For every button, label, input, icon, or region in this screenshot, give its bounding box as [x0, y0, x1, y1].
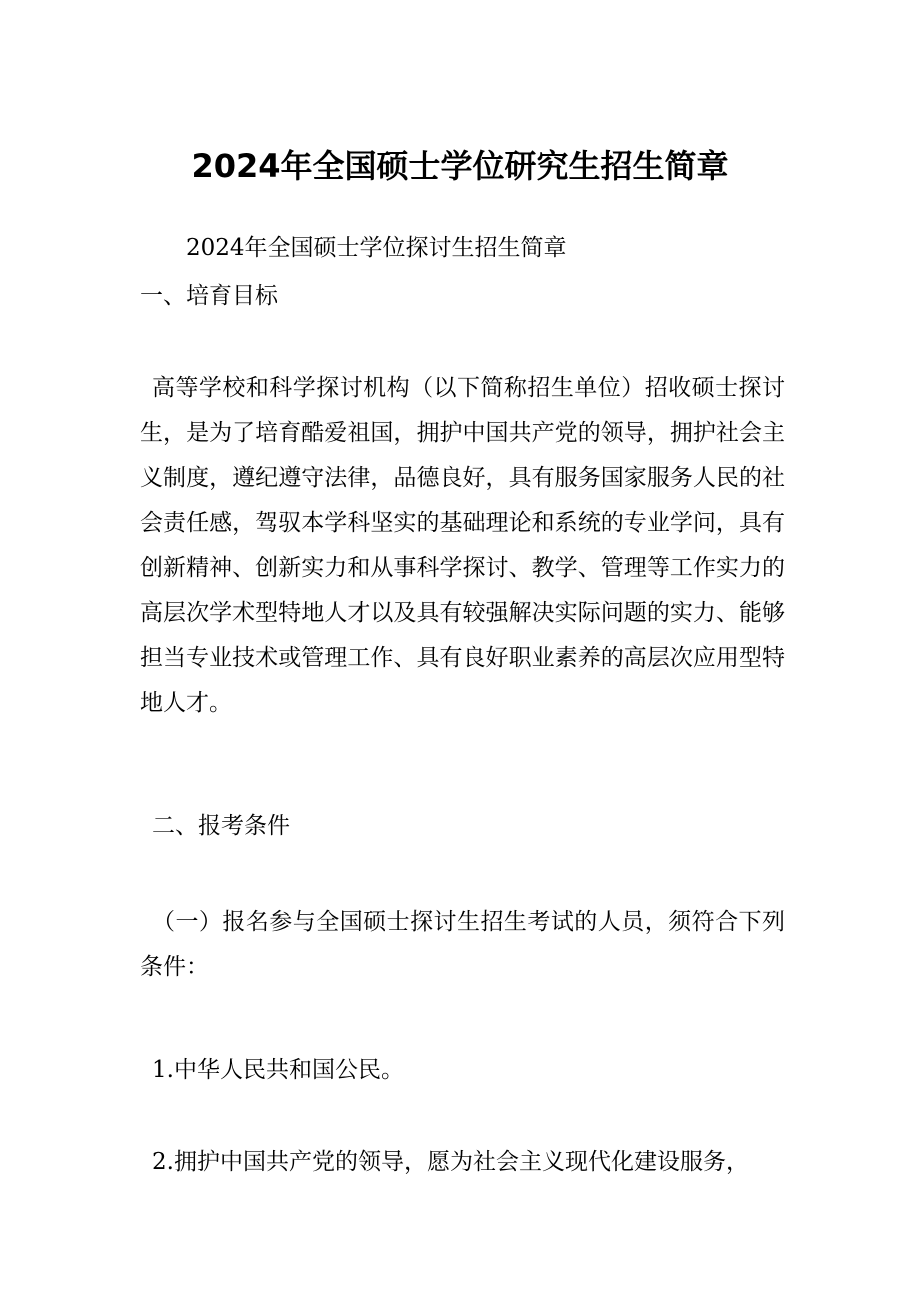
section-heading-requirements: 二、报考条件: [152, 813, 290, 839]
section-body-training-goals: 高等学校和科学探讨机构（以下简称招生单位）招收硕士探讨生，是为了培育酷爱祖国，拥护中国共产党的领导，拥护社会主义制度，遵纪遵守法律，品德良好，具有服务国家服务人民的社会责任感，驾驭本学科坚实的基础理论和系统的专业学问，具有创新精神、创新实力和从事科学探讨、教学、管理等工作实力的高层次学术型特地人才以及具有较强解决实际问题的实力、能够担当专业技术或管理工作、具有良好职业素养的高层次应用型特地人才。: [140, 375, 785, 716]
subsection-registration-conditions: （一）报名参与全国硕士探讨生招生考试的人员，须符合下列条件：: [140, 909, 785, 980]
document-title: 2024年全国硕士学位研究生招生简章: [191, 147, 729, 185]
section-heading-training-goals: 一、培育目标: [140, 283, 278, 309]
document-subtitle: 2024年全国硕士学位探讨生招生简章: [186, 235, 567, 261]
list-item-political-support: 2.拥护中国共产党的领导，愿为社会主义现代化建设服务，: [152, 1149, 749, 1175]
list-item-citizenship: 1.中华人民共和国公民。: [152, 1057, 404, 1083]
